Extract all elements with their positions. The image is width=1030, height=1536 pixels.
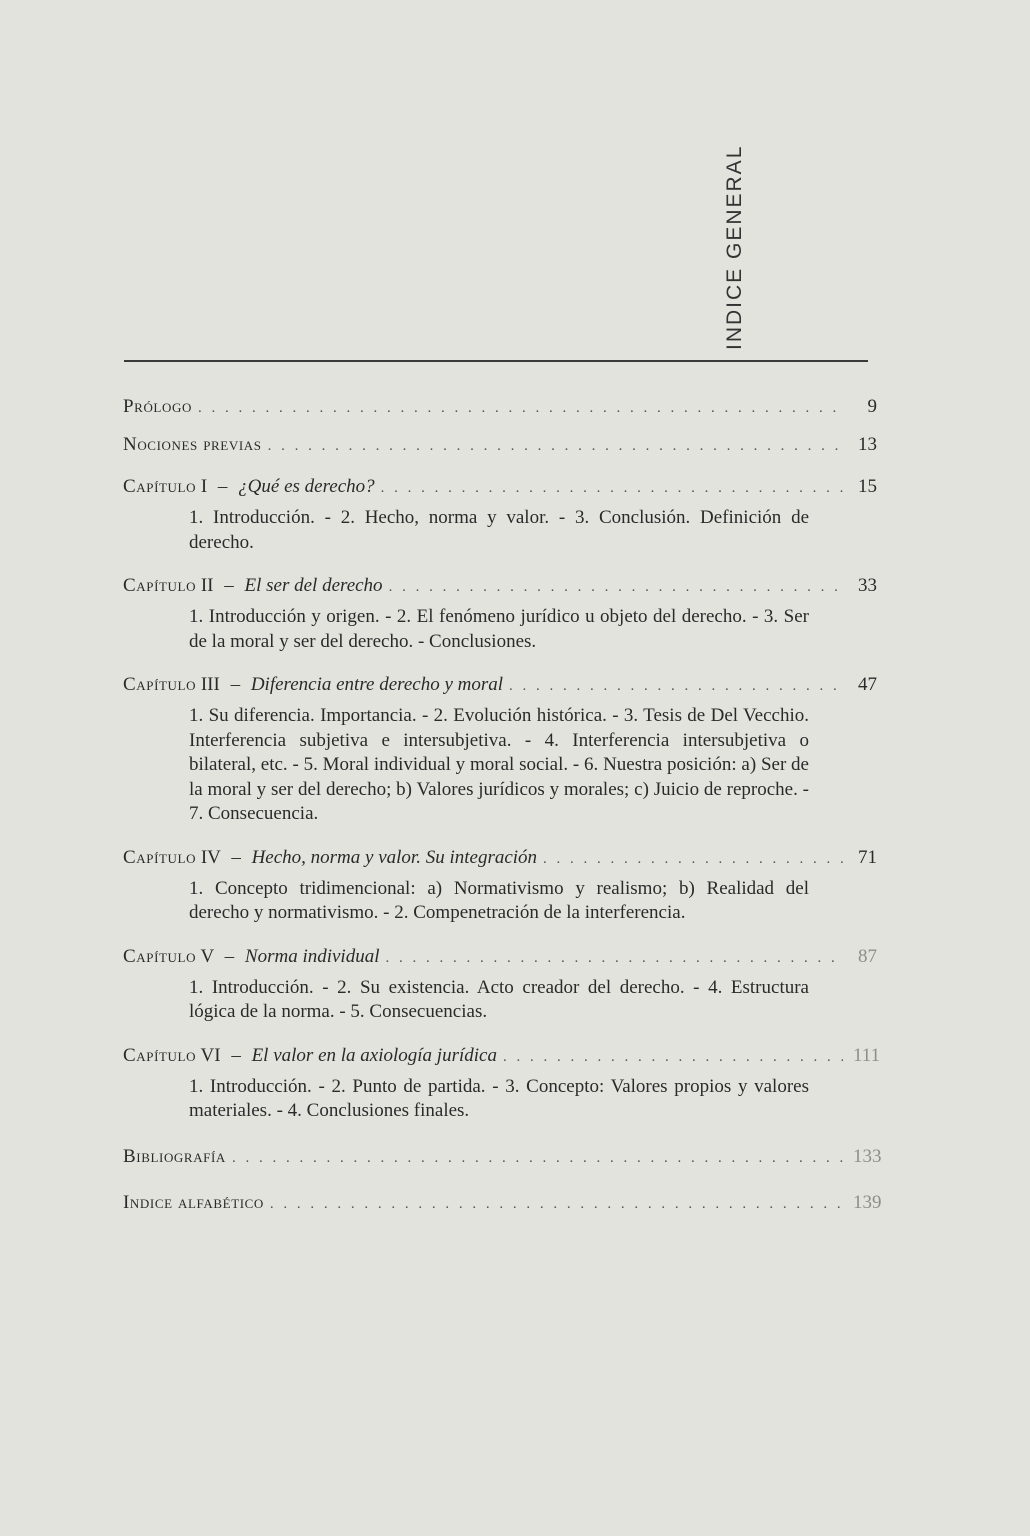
toc-line (123, 396, 877, 426)
chapter-title: Norma individual (244, 945, 380, 967)
chapter-summary: 1. Introducción. - 2. Su existencia. Acto creador del derecho. - 4. Estructura lógica de la norma. - 5. Consecuencias. (189, 976, 809, 1022)
chapter-separator: – (224, 945, 235, 967)
page-number: 139 (853, 1191, 882, 1213)
entry-label: Nociones previas (123, 434, 262, 455)
chapter-separator: – (231, 1044, 241, 1066)
dot-leader (381, 480, 843, 497)
dot-leader (503, 1049, 843, 1066)
toc-entry-bibliografia (123, 1145, 882, 1176)
chapter-title: ¿Qué es derecho? (238, 476, 375, 497)
toc-line (123, 575, 877, 605)
page-number: 71 (858, 846, 877, 868)
chapter-summary: 1. Su diferencia. Importancia. - 2. Evolución histórica. - 3. Tesis de Del Vecchio. Interferencia subjetiva e intersubjetiva. - 4. Interferencia intersubjetiva o bilateral, etc. - 5. Moral individual y moral social. - 6. Nuestra posición: a) Ser de la moral y ser del derecho; b) Valores jurídicos y morales; c) Juicio de reproche. - 7. Consecuencia. (189, 705, 809, 824)
page-number: 13 (858, 434, 877, 455)
toc-entry-chapter-5 (123, 946, 877, 1025)
chapter-title: El ser del derecho (244, 575, 383, 596)
dot-leader (543, 851, 843, 868)
page-number: 47 (858, 674, 877, 695)
table-of-contents (123, 396, 882, 1222)
chapter-heading (123, 575, 383, 597)
chapter-word: Capítulo (123, 1044, 197, 1066)
chapter-word: Capítulo (123, 945, 197, 967)
chapter-heading (123, 946, 380, 968)
dot-leader (232, 1150, 843, 1167)
chapter-title: El valor en la axiología jurídica (251, 1044, 497, 1066)
toc-entry-prologo (123, 396, 877, 426)
chapter-separator: – (230, 674, 241, 695)
toc-line (123, 946, 877, 976)
chapter-separator: – (231, 846, 241, 868)
chapter-heading (123, 1045, 497, 1067)
toc-entry-nociones (123, 434, 877, 464)
page-number: 15 (858, 476, 877, 497)
chapter-numeral: VI (200, 1044, 221, 1066)
dot-leader (389, 579, 843, 596)
chapter-summary: 1. Concepto tridimencional: a) Normativismo y realismo; b) Realidad del derecho y normativismo. - 2. Compenetración de la interferencia. (189, 877, 809, 923)
toc-line (123, 1191, 882, 1222)
chapter-title: Diferencia entre derecho y moral (250, 674, 504, 695)
dot-leader (386, 950, 844, 967)
title-rule (124, 360, 868, 362)
toc-line (123, 674, 877, 704)
chapter-separator: – (224, 575, 234, 596)
toc-entry-indice-alfabetico (123, 1191, 882, 1222)
toc-entry-chapter-2 (123, 575, 877, 654)
chapter-numeral: V (200, 945, 214, 967)
chapter-summary: 1. Introducción y origen. - 2. El fenómeno jurídico u objeto del derecho. - 3. Ser de la moral y ser del derecho. - Conclusiones. (189, 606, 809, 652)
chapter-numeral: IV (200, 846, 221, 868)
chapter-heading (123, 674, 503, 696)
toc-entry-chapter-6 (123, 1044, 881, 1124)
page-number: 133 (853, 1145, 882, 1167)
chapter-numeral: I (200, 476, 208, 497)
page-title: INDICE GENERAL (723, 144, 746, 350)
entry-label: Prólogo (123, 396, 192, 417)
dot-leader (509, 678, 843, 695)
chapter-word: Capítulo (123, 476, 197, 497)
chapter-title: Hecho, norma y valor. Su integración (251, 846, 538, 868)
chapter-word: Capítulo (123, 846, 197, 868)
chapter-numeral: II (200, 575, 214, 596)
toc-line (123, 476, 877, 506)
entry-label: Indice alfabético (123, 1191, 264, 1213)
dot-leader (198, 400, 843, 417)
toc-entry-chapter-4 (123, 847, 877, 926)
toc-line (123, 434, 877, 464)
dot-leader (268, 438, 843, 455)
page-number: 33 (858, 575, 877, 596)
page-number: 87 (858, 945, 877, 967)
dot-leader (270, 1196, 843, 1213)
chapter-separator: – (217, 476, 228, 497)
toc-entry-chapter-1 (123, 476, 877, 555)
page-number: 111 (853, 1044, 881, 1066)
toc-line (123, 1145, 882, 1176)
entry-label: Bibliografía (123, 1145, 226, 1167)
page-number: 9 (867, 396, 877, 417)
chapter-heading (123, 476, 375, 498)
toc-entry-chapter-3 (123, 674, 877, 827)
chapter-word: Capítulo (123, 575, 197, 596)
toc-line (123, 1044, 881, 1075)
chapter-word: Capítulo (123, 674, 197, 695)
chapter-heading (123, 847, 537, 869)
toc-line (123, 847, 877, 877)
chapter-numeral: III (200, 674, 220, 695)
chapter-summary: 1. Introducción. - 2. Hecho, norma y valor. - 3. Conclusión. Definición de derecho. (189, 507, 809, 553)
chapter-summary: 1. Introducción. - 2. Punto de partida. - 3. Concepto: Valores propios y valores materiales. - 4. Conclusiones finales. (189, 1075, 809, 1121)
